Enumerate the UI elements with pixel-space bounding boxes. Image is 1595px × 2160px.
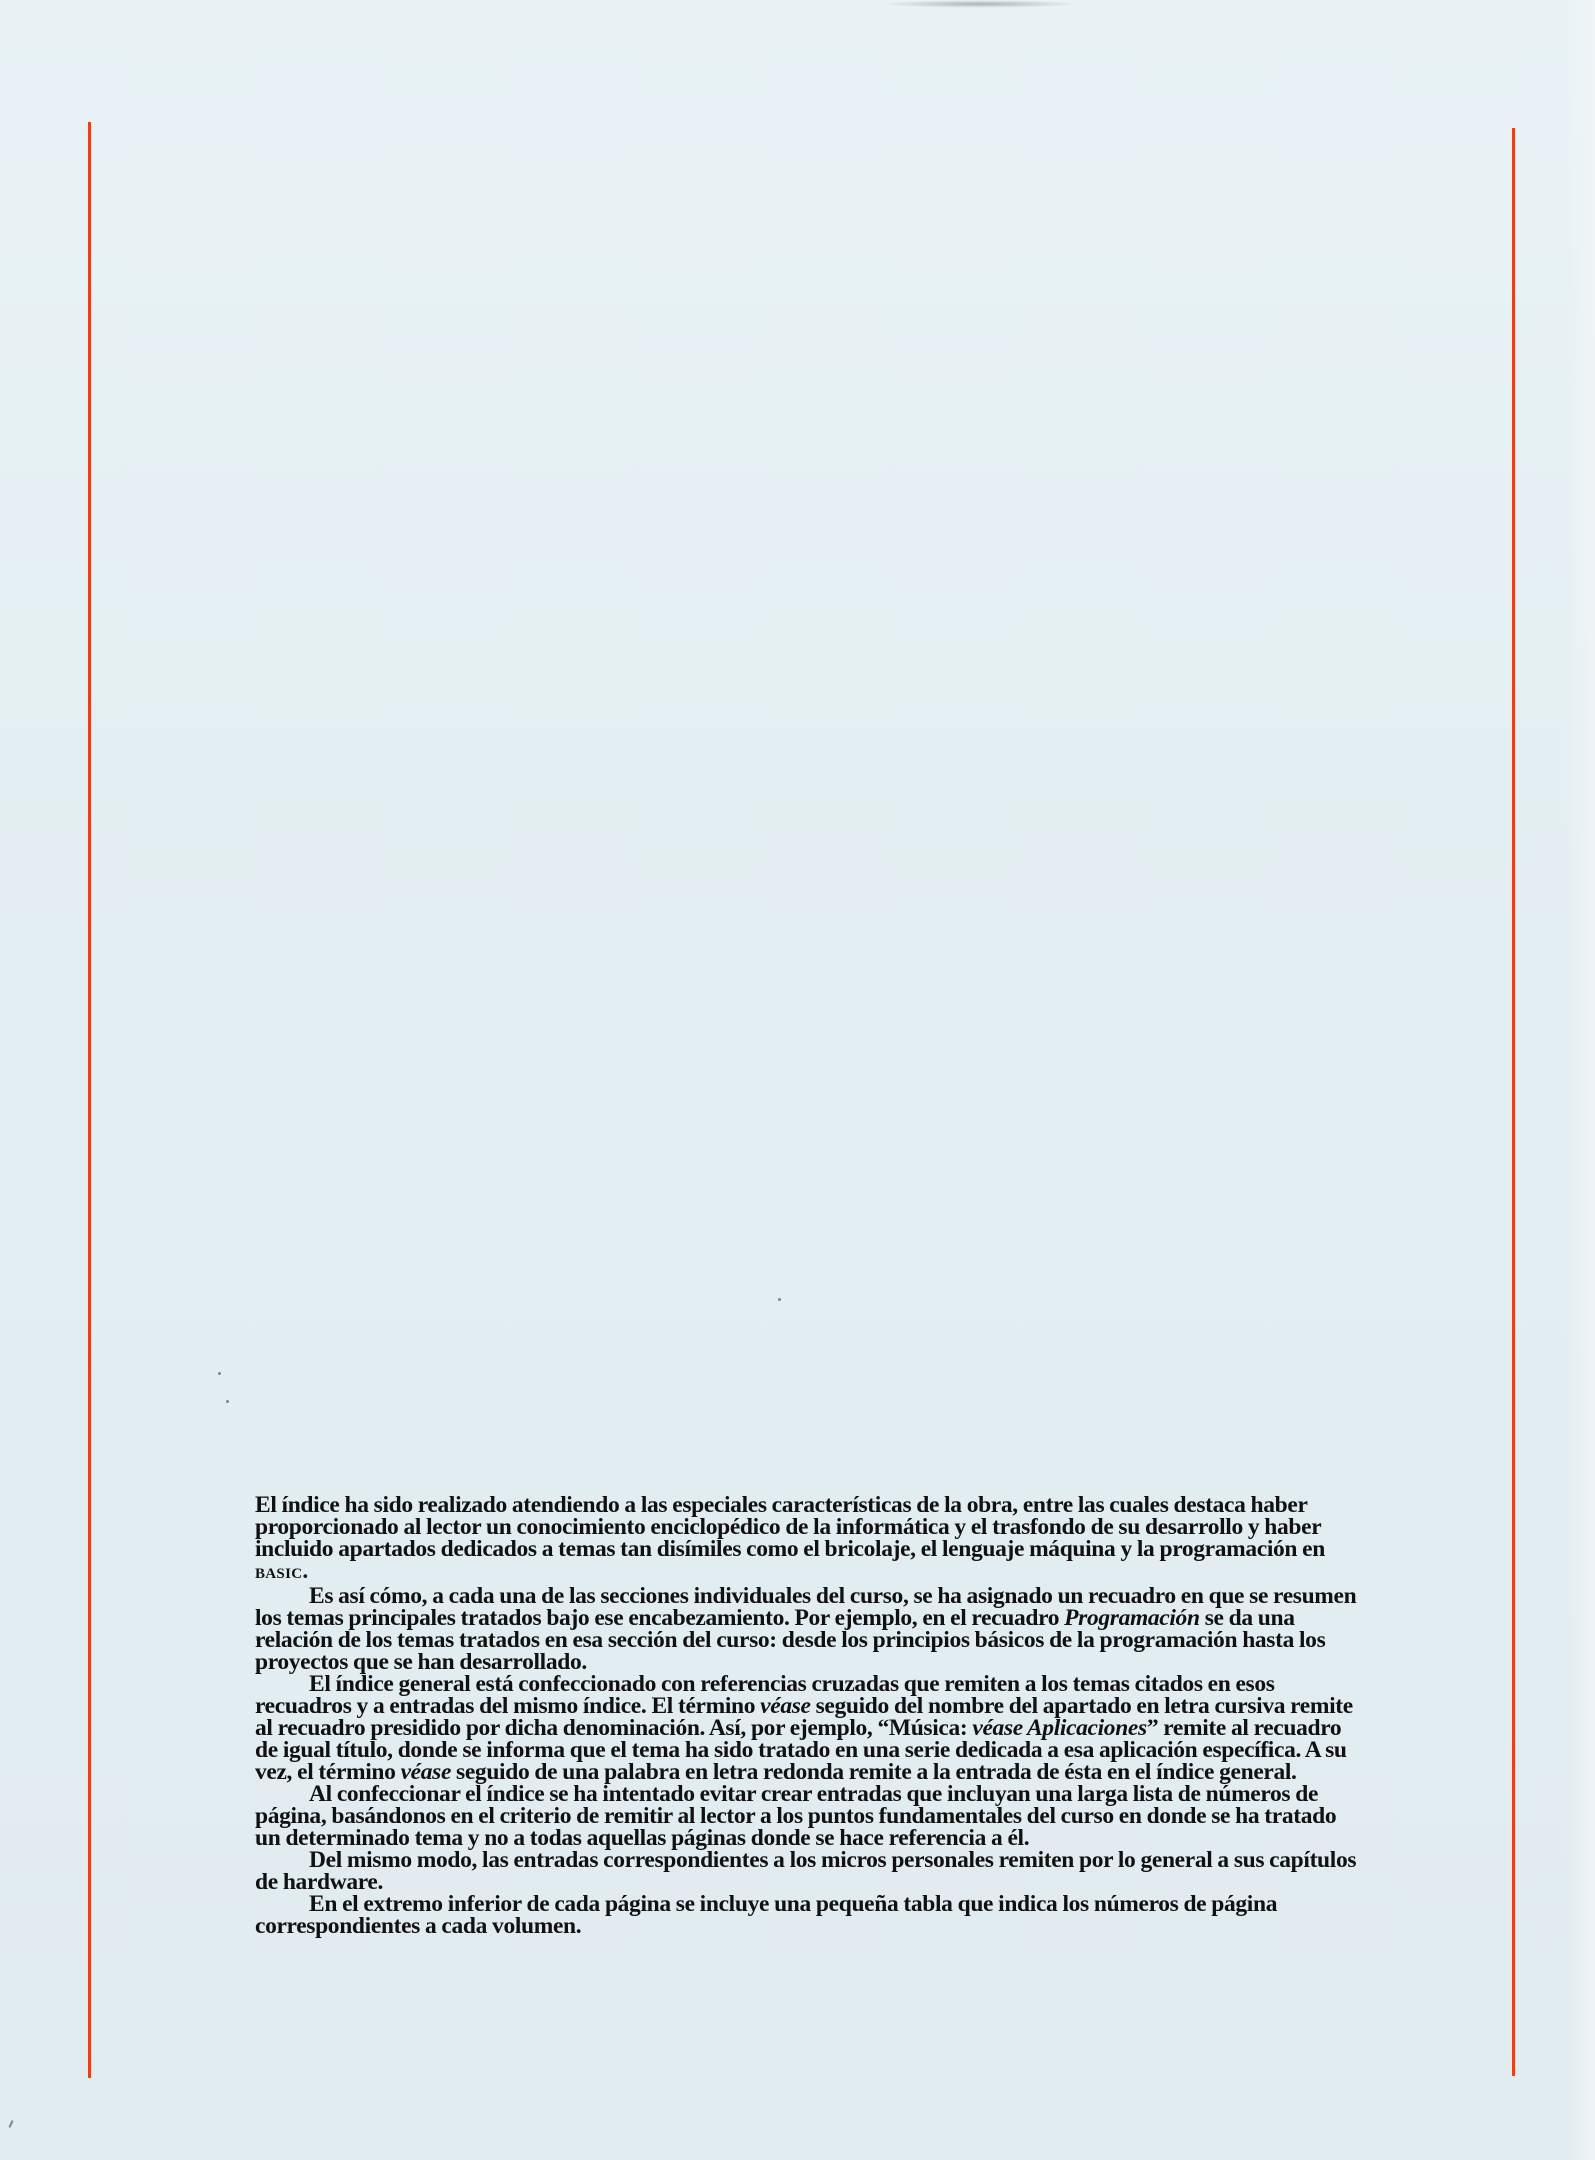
paragraph (255, 1893, 1363, 1937)
text-run: seguido del nombre del apartado en letra cursiva remite al recuadro presidido por dicha denominación. Así, por ejemplo, “Música: (255, 1693, 1353, 1741)
text-run: ” remite al recuadro de igual título, donde se informa que el tema ha sido tratado en una serie dedicada a esa aplicación específica. A su vez, el término (255, 1715, 1347, 1785)
scan-speck (226, 1400, 229, 1403)
scan-speck (778, 1298, 781, 1301)
left-margin-rule (88, 122, 91, 2078)
paragraph (255, 1673, 1363, 1783)
text-run-italic: Programación (1064, 1605, 1200, 1631)
text-run: Es así cómo, a cada una de las secciones individuales del curso, se ha asignado un recuadro en que se resumen los temas principales tratados bajo ese encabezamiento. Por ejemplo, en el recuadro (255, 1583, 1357, 1631)
text-run-smallcaps: BASIC (255, 1566, 303, 1582)
text-run: Al confeccionar el índice se ha intentado evitar crear entradas que incluyan una larga lista de números de página, basándonos en el criterio de remitir al lector a los puntos fundamentales del curso en donde se ha tratado un determinado tema y no a todas aquellas páginas donde se hace referencia a él. (255, 1781, 1337, 1851)
text-run: Del mismo modo, las entradas correspondientes a los micros personales remiten por lo general a sus capítulos de hardware. (255, 1847, 1357, 1895)
paragraph (255, 1585, 1363, 1673)
text-run-italic: véase (400, 1759, 452, 1785)
text-run-italic: véase Aplicaciones (972, 1715, 1147, 1741)
text-run-italic: véase (760, 1693, 811, 1719)
text-run: . (302, 1558, 308, 1584)
paragraph (255, 1783, 1363, 1849)
scan-speck (218, 1372, 221, 1375)
paragraph (255, 1494, 1363, 1585)
paragraph (255, 1849, 1363, 1893)
text-run: seguido de una palabra en letra redonda remite a la entrada de ésta en el índice general. (451, 1759, 1297, 1785)
scan-shadow (880, 0, 1080, 8)
page-edge (1565, 0, 1595, 2160)
text-run: En el extremo inferior de cada página se incluye una pequeña tabla que indica los números de página correspondientes a cada volumen. (255, 1891, 1278, 1939)
scan-speck (8, 2120, 13, 2128)
text-run: El índice ha sido realizado atendiendo a las especiales características de la obra, entre las cuales destaca haber proporcionado al lector un conocimiento enciclopédico de la informática y el trasfondo de su desarrollo y haber incluido apartados dedicados a temas tan disímiles como el bricolaje, el lenguaje máquina y la programación en (255, 1492, 1325, 1562)
text-run: El índice general está confeccionado con referencias cruzadas que remiten a los temas citados en esos recuadros y a entradas del mismo índice. El término (255, 1671, 1275, 1719)
right-margin-rule (1512, 128, 1515, 2076)
text-run: se da una relación de los temas tratados en esa sección del curso: desde los principios básicos de la programación hasta los proyectos que se han desarrollado. (255, 1605, 1326, 1675)
index-introduction-text (255, 1494, 1363, 1937)
